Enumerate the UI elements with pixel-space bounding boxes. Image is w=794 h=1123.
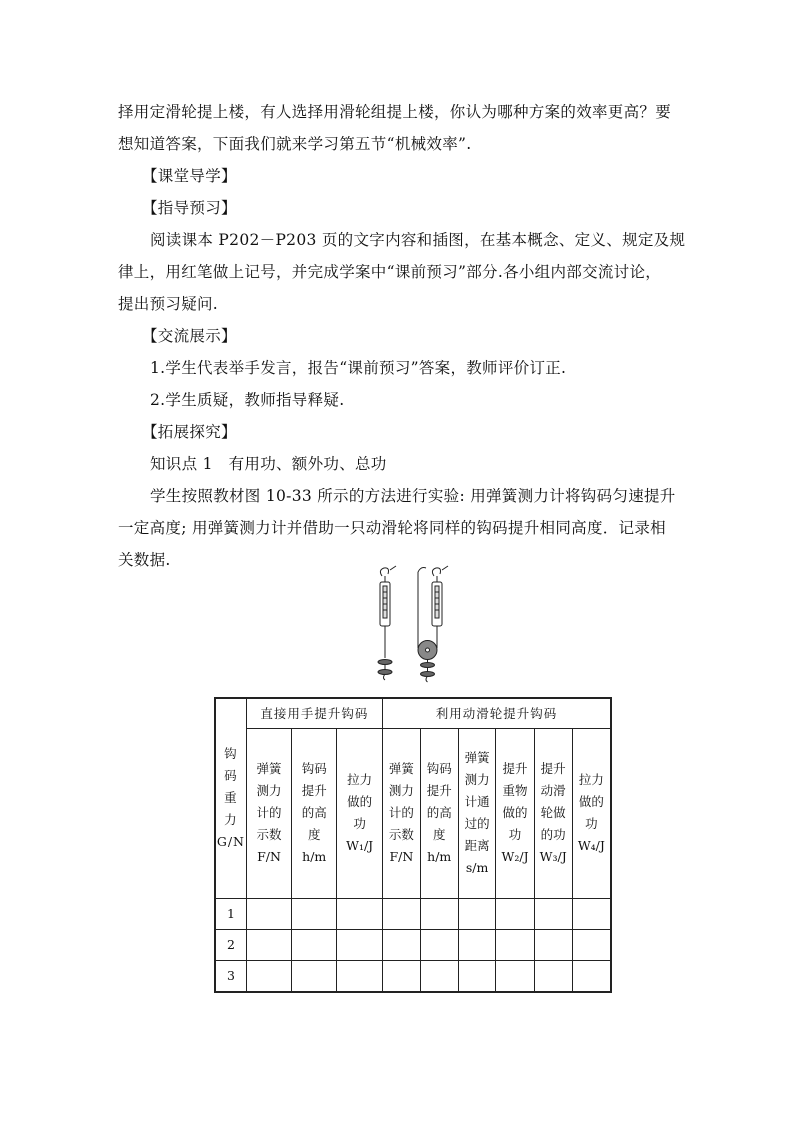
data-cell[interactable] (382, 929, 420, 960)
group-direct-header: 直接用手提升钩码 (246, 698, 382, 728)
data-cell[interactable] (572, 929, 611, 960)
sub-header-label: 弹簧 测力 计的 示数 F/N (256, 761, 282, 864)
sub-header-cell (534, 728, 572, 898)
table-row (215, 929, 611, 960)
data-cell[interactable] (496, 898, 534, 929)
data-cell[interactable] (534, 898, 572, 929)
col-weight-label: 钩 码 重 力 G/N (216, 746, 245, 850)
sub-header-label: 弹簧 测力 计的 示数 F/N (388, 761, 414, 864)
data-cell[interactable] (337, 898, 383, 929)
sub-header-cell (382, 728, 420, 898)
experiment-data-table (214, 697, 612, 993)
data-cell[interactable] (420, 898, 458, 929)
data-cell[interactable] (572, 960, 611, 992)
experiment-line-1: 学生按照教材图 10-33 所示的方法进行实验: 用弹簧测力计将钩码匀速提升 (150, 487, 676, 505)
exchange-item-2: 2.学生质疑，教师指导释疑. (150, 391, 345, 409)
data-cell[interactable] (292, 898, 337, 929)
data-cell[interactable] (496, 960, 534, 992)
sub-header-cell (246, 728, 291, 898)
spring-scale-pulley-figure (360, 562, 450, 687)
sub-header-cell (420, 728, 458, 898)
data-cell[interactable] (496, 929, 534, 960)
preview-line-1: 阅读课本 P202－P203 页的文字内容和插图，在基本概念、定义、规定及规 (150, 231, 686, 249)
row-index-cell: 3 (215, 960, 246, 992)
col-weight-header (215, 698, 246, 898)
sub-header-cell (496, 728, 534, 898)
data-cell[interactable] (292, 960, 337, 992)
sub-header-row (215, 728, 611, 898)
sub-header-label: 钩码 提升 的高 度 h/m (301, 761, 327, 864)
data-cell[interactable] (246, 929, 291, 960)
data-cell[interactable] (246, 960, 291, 992)
section-heading-explore: 【拓展探究】 (142, 423, 237, 441)
sub-header-cell (292, 728, 337, 898)
sub-header-label: 钩码 提升 的高 度 h/m (426, 761, 452, 864)
preview-line-3: 提出预习疑问. (118, 295, 219, 313)
table-row (215, 960, 611, 992)
section-heading-preview: 【指导预习】 (142, 199, 237, 217)
data-cell[interactable] (382, 898, 420, 929)
data-rows (215, 898, 611, 992)
sub-header-label: 拉力 做的 功 W₁/J (346, 772, 374, 853)
data-cell[interactable] (337, 960, 383, 992)
group-pulley-header: 利用动滑轮提升钩码 (382, 698, 611, 728)
data-cell[interactable] (337, 929, 383, 960)
data-cell[interactable] (420, 960, 458, 992)
data-cell[interactable] (534, 929, 572, 960)
sub-header-label: 拉力 做的 功 W₄/J (577, 772, 605, 853)
data-cell[interactable] (420, 929, 458, 960)
data-cell[interactable] (458, 929, 496, 960)
experiment-line-2: 一定高度; 用弹簧测力计并借助一只动滑轮将同样的钩码提升相同高度．记录相 (118, 519, 666, 537)
row-index-cell: 1 (215, 898, 246, 929)
data-cell[interactable] (382, 960, 420, 992)
sub-header-cell (337, 728, 383, 898)
intro-line-2: 想知道答案，下面我们就来学习第五节“机械效率”. (118, 135, 472, 153)
experiment-line-3: 关数据. (118, 551, 171, 569)
sub-header-label: 提升 动滑 轮做 的功 W₃/J (539, 761, 567, 864)
row-index-cell: 2 (215, 929, 246, 960)
section-heading-exchange: 【交流展示】 (142, 327, 237, 345)
data-cell[interactable] (458, 960, 496, 992)
exchange-item-1: 1.学生代表举手发言，报告“课前预习”答案，教师评价订正. (150, 359, 567, 377)
preview-line-2: 律上，用红笔做上记号，并完成学案中“课前预习”部分.各小组内部交流讨论， (118, 263, 662, 281)
sub-header-cell (458, 728, 496, 898)
sub-header-label: 弹簧 测力 计通 过的 距离 s/m (464, 750, 490, 875)
intro-line-1: 择用定滑轮提上楼，有人选择用滑轮组提上楼，你认为哪种方案的效率更高？要 (118, 103, 672, 121)
table-row (215, 898, 611, 929)
data-cell[interactable] (292, 929, 337, 960)
knowledge-point-title: 知识点 1 有用功、额外功、总功 (150, 455, 387, 473)
data-cell[interactable] (246, 898, 291, 929)
sub-header-cell (572, 728, 611, 898)
data-cell[interactable] (572, 898, 611, 929)
sub-header-label: 提升 重物 做的 功 W₂/J (501, 761, 529, 864)
data-cell[interactable] (534, 960, 572, 992)
data-cell[interactable] (458, 898, 496, 929)
section-heading-guide: 【课堂导学】 (142, 167, 237, 185)
